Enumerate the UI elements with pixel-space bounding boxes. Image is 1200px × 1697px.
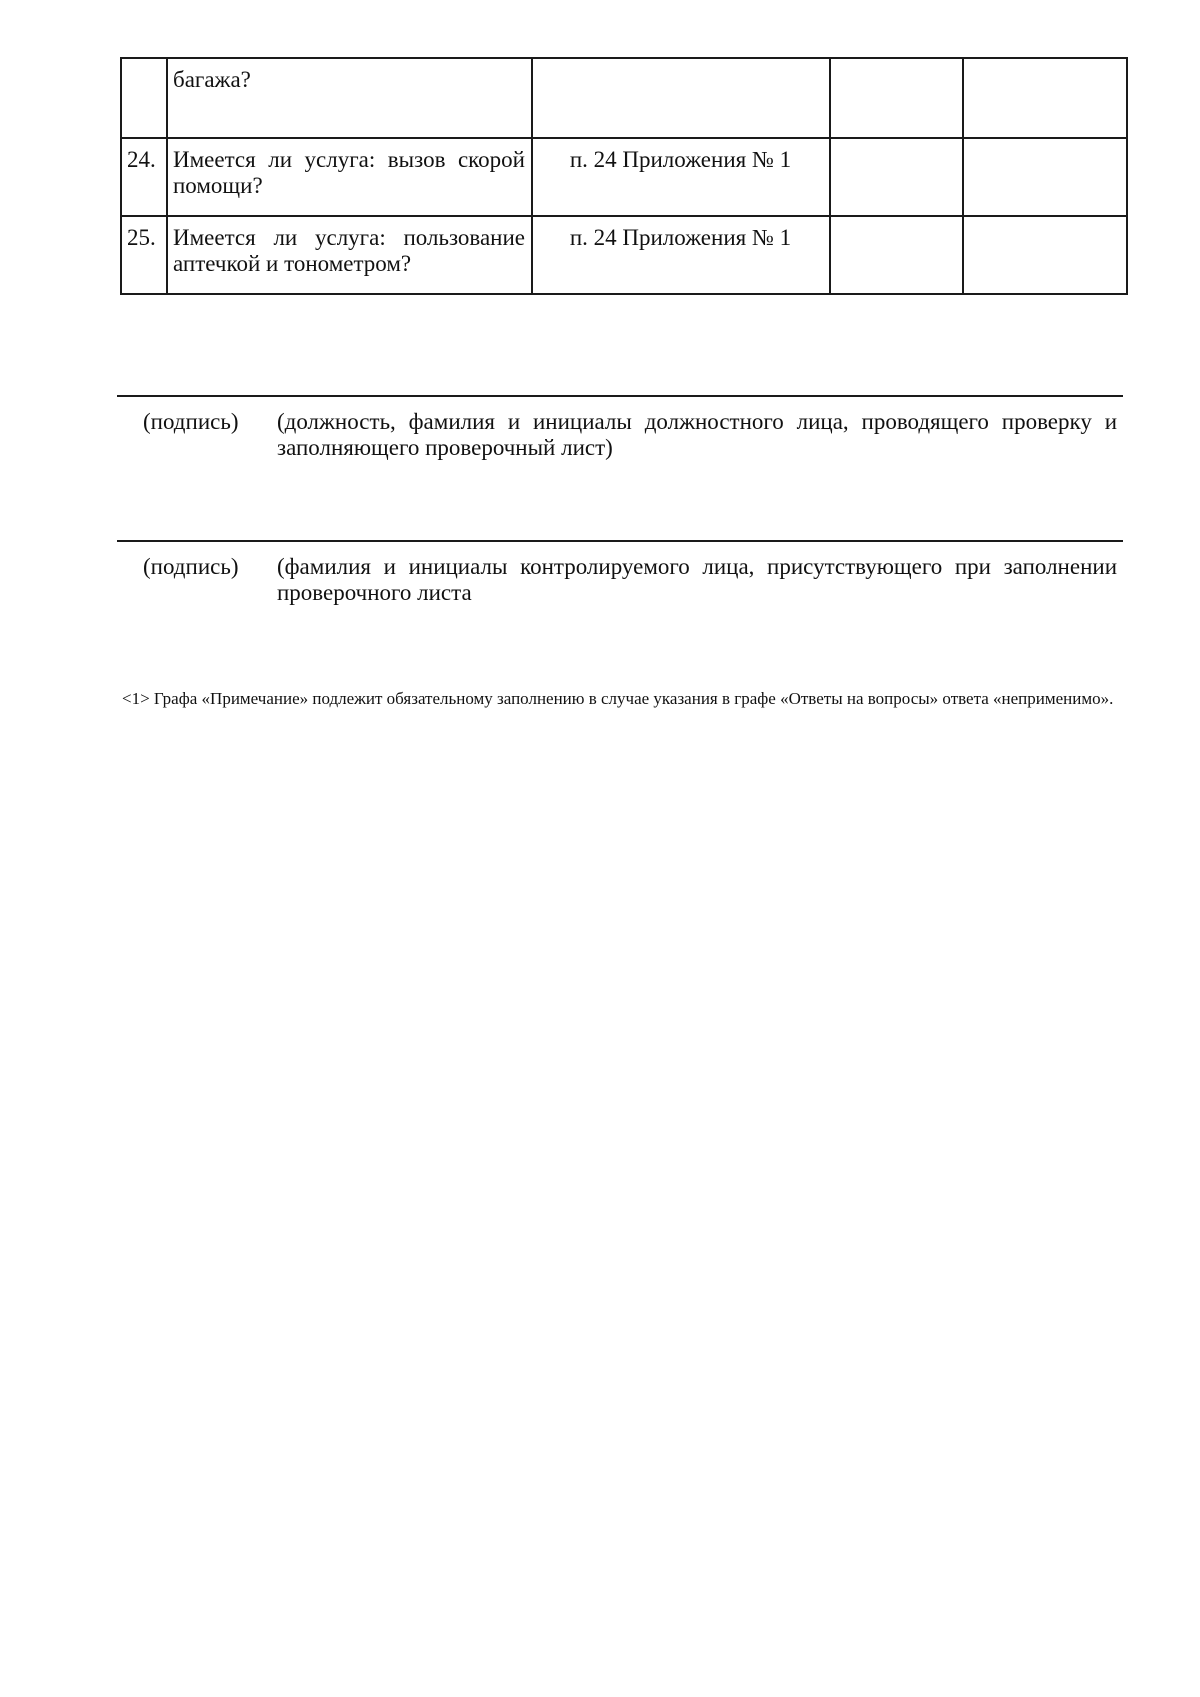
inspector-signature-description: (должность, фамилия и инициалы должностного лица, проводящего проверку и заполняющего проверочный лист) — [277, 409, 1117, 460]
controlled-person-signature-caption: (подпись) — [143, 554, 239, 579]
checklist-table — [120, 57, 1128, 295]
requirement-question: багажа? — [167, 58, 532, 138]
legal-reference: п. 24 Приложения № 1 — [532, 138, 830, 216]
inspector-signature-caption: (подпись) — [143, 409, 239, 434]
requirement-question: Имеется ли услуга: пользование аптечкой и тонометром? — [167, 216, 532, 294]
requirement-question: Имеется ли услуга: вызов скорой помощи? — [167, 138, 532, 216]
note-cell[interactable] — [963, 138, 1127, 216]
note-cell[interactable] — [963, 216, 1127, 294]
answer-cell[interactable] — [830, 138, 963, 216]
controlled-person-signature-line[interactable] — [117, 540, 1123, 542]
legal-reference — [532, 58, 830, 138]
row-number: 25. — [121, 216, 167, 294]
table-row — [121, 216, 1127, 294]
table-row — [121, 58, 1127, 138]
controlled-person-signature-description: (фамилия и инициалы контролируемого лица, присутствующего при заполнении проверочного листа — [277, 554, 1117, 605]
answer-cell[interactable] — [830, 216, 963, 294]
table-row — [121, 138, 1127, 216]
note-cell[interactable] — [963, 58, 1127, 138]
row-number — [121, 58, 167, 138]
answer-cell[interactable] — [830, 58, 963, 138]
inspector-signature-line[interactable] — [117, 395, 1123, 397]
legal-reference: п. 24 Приложения № 1 — [532, 216, 830, 294]
footnote: <1> Графа «Примечание» подлежит обязательному заполнению в случае указания в графе «Ответы на вопросы» ответа «неприменимо». — [122, 689, 1114, 708]
row-number: 24. — [121, 138, 167, 216]
